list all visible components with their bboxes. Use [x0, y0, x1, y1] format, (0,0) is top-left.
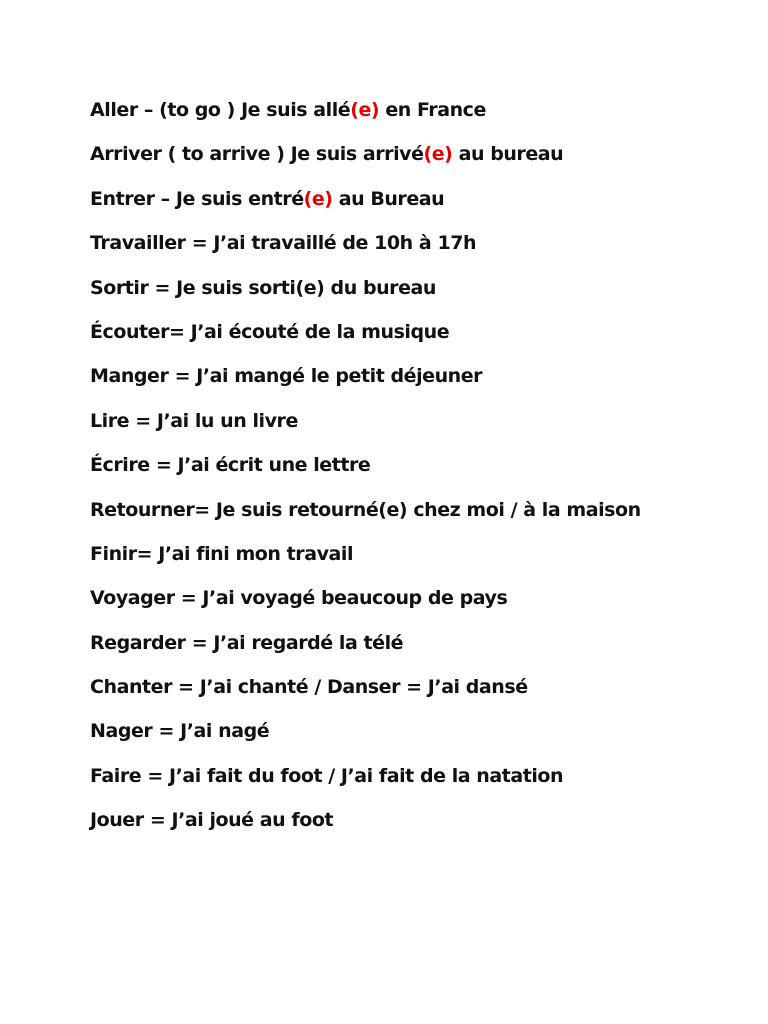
verb-line-nager: Nager = J’ai nagé — [90, 720, 270, 743]
verb-line-text: au Bureau — [332, 187, 445, 210]
verb-line-sortir: Sortir = Je suis sorti(e) du bureau — [90, 276, 436, 299]
verb-line-text: Arriver ( to arrive ) Je suis arrivé — [90, 143, 424, 166]
verb-line-regarder: Regarder = J’ai regardé la télé — [90, 631, 404, 654]
feminine-ending-marker: (e) — [423, 143, 453, 166]
verb-line-text: Entrer – Je suis entré — [90, 187, 304, 210]
verb-line-text: en France — [379, 99, 486, 121]
verb-line-voyager: Voyager = J’ai voyagé beaucoup de pays — [90, 587, 508, 610]
verb-line-lire: Lire = J’ai lu un livre — [90, 409, 298, 432]
verb-line-ecouter: Écouter= J’ai écouté de la musique — [90, 320, 450, 343]
feminine-ending-marker: (e) — [350, 99, 380, 121]
verb-line-aller — [90, 96, 750, 140]
verb-line-faire: Faire = J’ai fait du foot / J’ai fait de la natation — [90, 764, 564, 787]
verb-line-entrer — [90, 185, 750, 229]
verb-line-arriver — [90, 140, 750, 184]
verb-line-travailler: Travailler = J’ai travaillé de 10h à 17h — [90, 232, 477, 255]
verb-line-text: Aller – (to go ) Je suis allé — [90, 99, 351, 121]
verb-list — [90, 96, 750, 851]
verb-line-ecrire: Écrire = J’ai écrit une lettre — [90, 454, 371, 477]
verb-line-text: au bureau — [452, 143, 564, 166]
verb-line-manger: Manger = J’ai mangé le petit déjeuner — [90, 365, 483, 388]
verb-line-retourner: Retourner= Je suis retourné(e) chez moi / à la maison — [90, 498, 641, 521]
verb-line-chanter-danser: Chanter = J’ai chanté / Danser = J’ai dansé — [90, 676, 528, 699]
feminine-ending-marker: (e) — [303, 187, 333, 210]
verb-line-jouer: Jouer = J’ai joué au foot — [90, 809, 334, 832]
verb-line-finir: Finir= J’ai fini mon travail — [90, 542, 354, 565]
